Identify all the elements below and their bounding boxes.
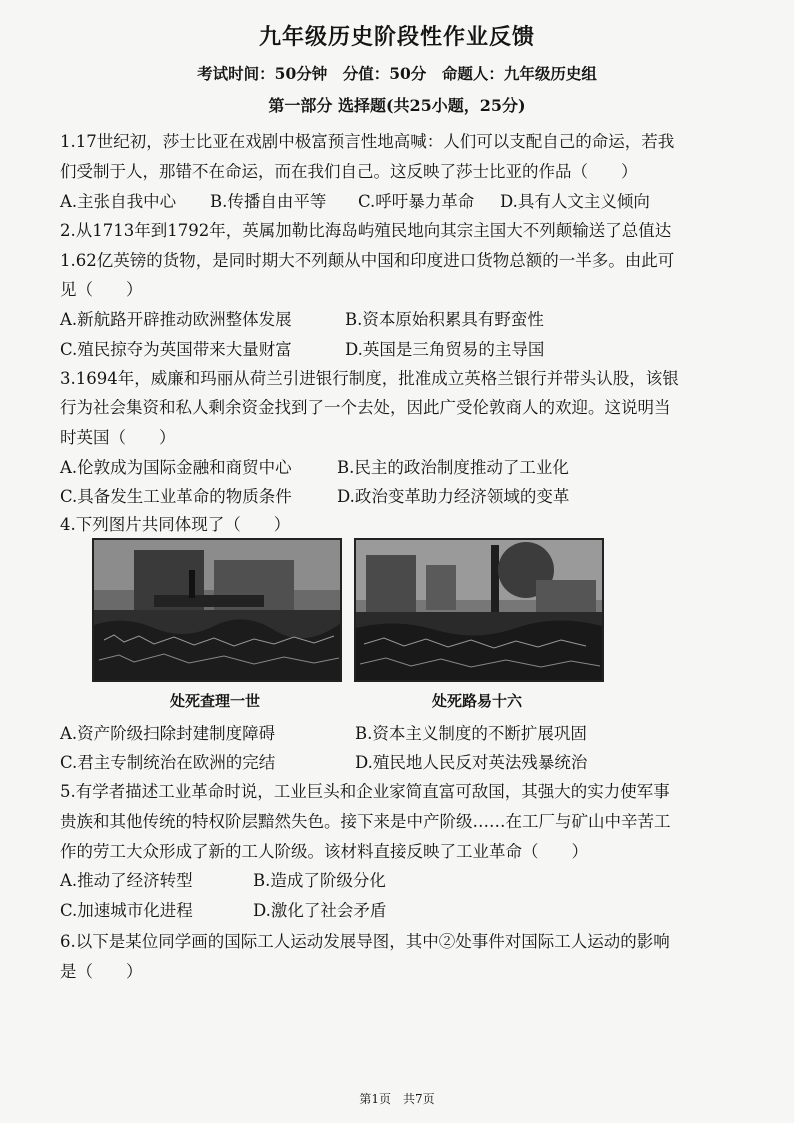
question-3-line-2: 行为社会集资和私人剩余资金找到了一个去处，因此广受伦敦商人的欢迎。这说明当 [60, 398, 671, 417]
q4-option-c: C.君主专制统治在欧洲的完结 [60, 753, 276, 772]
question-6-line-2: 是（ ） [60, 962, 143, 981]
q5-option-c: C.加速城市化进程 [60, 901, 193, 920]
q3-option-b: B.民主的政治制度推动了工业化 [337, 458, 569, 477]
question-1-line-1: 1.17世纪初，莎士比亚在戏剧中极富预言性地高喊：人们可以支配自己的命运，若我 [60, 132, 675, 151]
q3-option-d: D.政治变革助力经济领域的变革 [337, 487, 570, 506]
question-5-line-2: 贵族和其他传统的特权阶层黯然失色。接下来是中产阶级……在工厂与矿山中辛苦工 [60, 812, 671, 831]
q3-option-a: A.伦敦成为国际金融和商贸中心 [60, 458, 292, 477]
exam-info: 考试时间：50分钟 分值：50分 命题人：九年级历史组 [197, 64, 597, 83]
image-caption-louis: 处死路易十六 [431, 692, 522, 710]
execution-louis-image [354, 538, 604, 682]
q5-option-a: A.推动了经济转型 [60, 871, 193, 890]
question-1-line-2: 们受制于人，那错不在命运，而在我们自己。这反映了莎士比亚的作品（ ） [60, 162, 638, 181]
question-4-line-1: 4.下列图片共同体现了（ ） [60, 515, 291, 534]
q2-option-d: D.英国是三角贸易的主导国 [345, 340, 545, 359]
q1-option-b: B.传播自由平等 [210, 192, 327, 211]
execution-charles-image [92, 538, 342, 682]
question-2-line-3: 见（ ） [60, 280, 143, 299]
q2-option-b: B.资本原始积累具有野蛮性 [345, 310, 544, 329]
question-6-line-1: 6.以下是某位同学画的国际工人运动发展导图，其中②处事件对国际工人运动的影响 [60, 932, 670, 951]
q2-option-c: C.殖民掠夺为英国带来大量财富 [60, 340, 292, 359]
q1-option-a: A.主张自我中心 [60, 192, 177, 211]
question-3-line-1: 3.1694年，威廉和玛丽从荷兰引进银行制度，批准成立英格兰银行并带头认股，该银 [60, 369, 679, 388]
image-caption-charles: 处死查理一世 [169, 692, 260, 710]
question-5-line-3: 作的劳工大众形成了新的工人阶级。该材料直接反映了工业革命（ ） [60, 842, 588, 861]
q2-option-a: A.新航路开辟推动欧洲整体发展 [60, 310, 292, 329]
question-3-line-3: 时英国（ ） [60, 428, 176, 447]
q1-option-d: D.具有人文主义倾向 [500, 192, 650, 211]
q4-option-b: B.资本主义制度的不断扩展巩固 [355, 724, 587, 743]
question-2-line-1: 2.从1713年到1792年，英属加勒比海岛屿殖民地向其宗主国大不列颠输送了总值达 [60, 221, 672, 240]
q4-option-d: D.殖民地人民反对英法残暴统治 [355, 753, 588, 772]
q5-option-b: B.造成了阶级分化 [253, 871, 386, 890]
q5-option-d: D.激化了社会矛盾 [253, 901, 387, 920]
page-title: 九年级历史阶段性作业反馈 [258, 24, 535, 50]
q3-option-c: C.具备发生工业革命的物质条件 [60, 487, 292, 506]
q4-option-a: A.资产阶级扫除封建制度障碍 [60, 724, 276, 743]
question-5-line-1: 5.有学者描述工业革命时说，工业巨头和企业家简直富可敌国，其强大的实力使军事 [60, 782, 670, 801]
question-2-line-2: 1.62亿英镑的货物，是同时期大不列颠从中国和印度进口货物总额的一半多。由此可 [60, 251, 675, 270]
q1-option-c: C.呼吁暴力革命 [358, 192, 475, 211]
section-heading: 第一部分 选择题(共25小题，25分) [268, 96, 526, 115]
page-footer: 第1页 共7页 [359, 1092, 435, 1106]
